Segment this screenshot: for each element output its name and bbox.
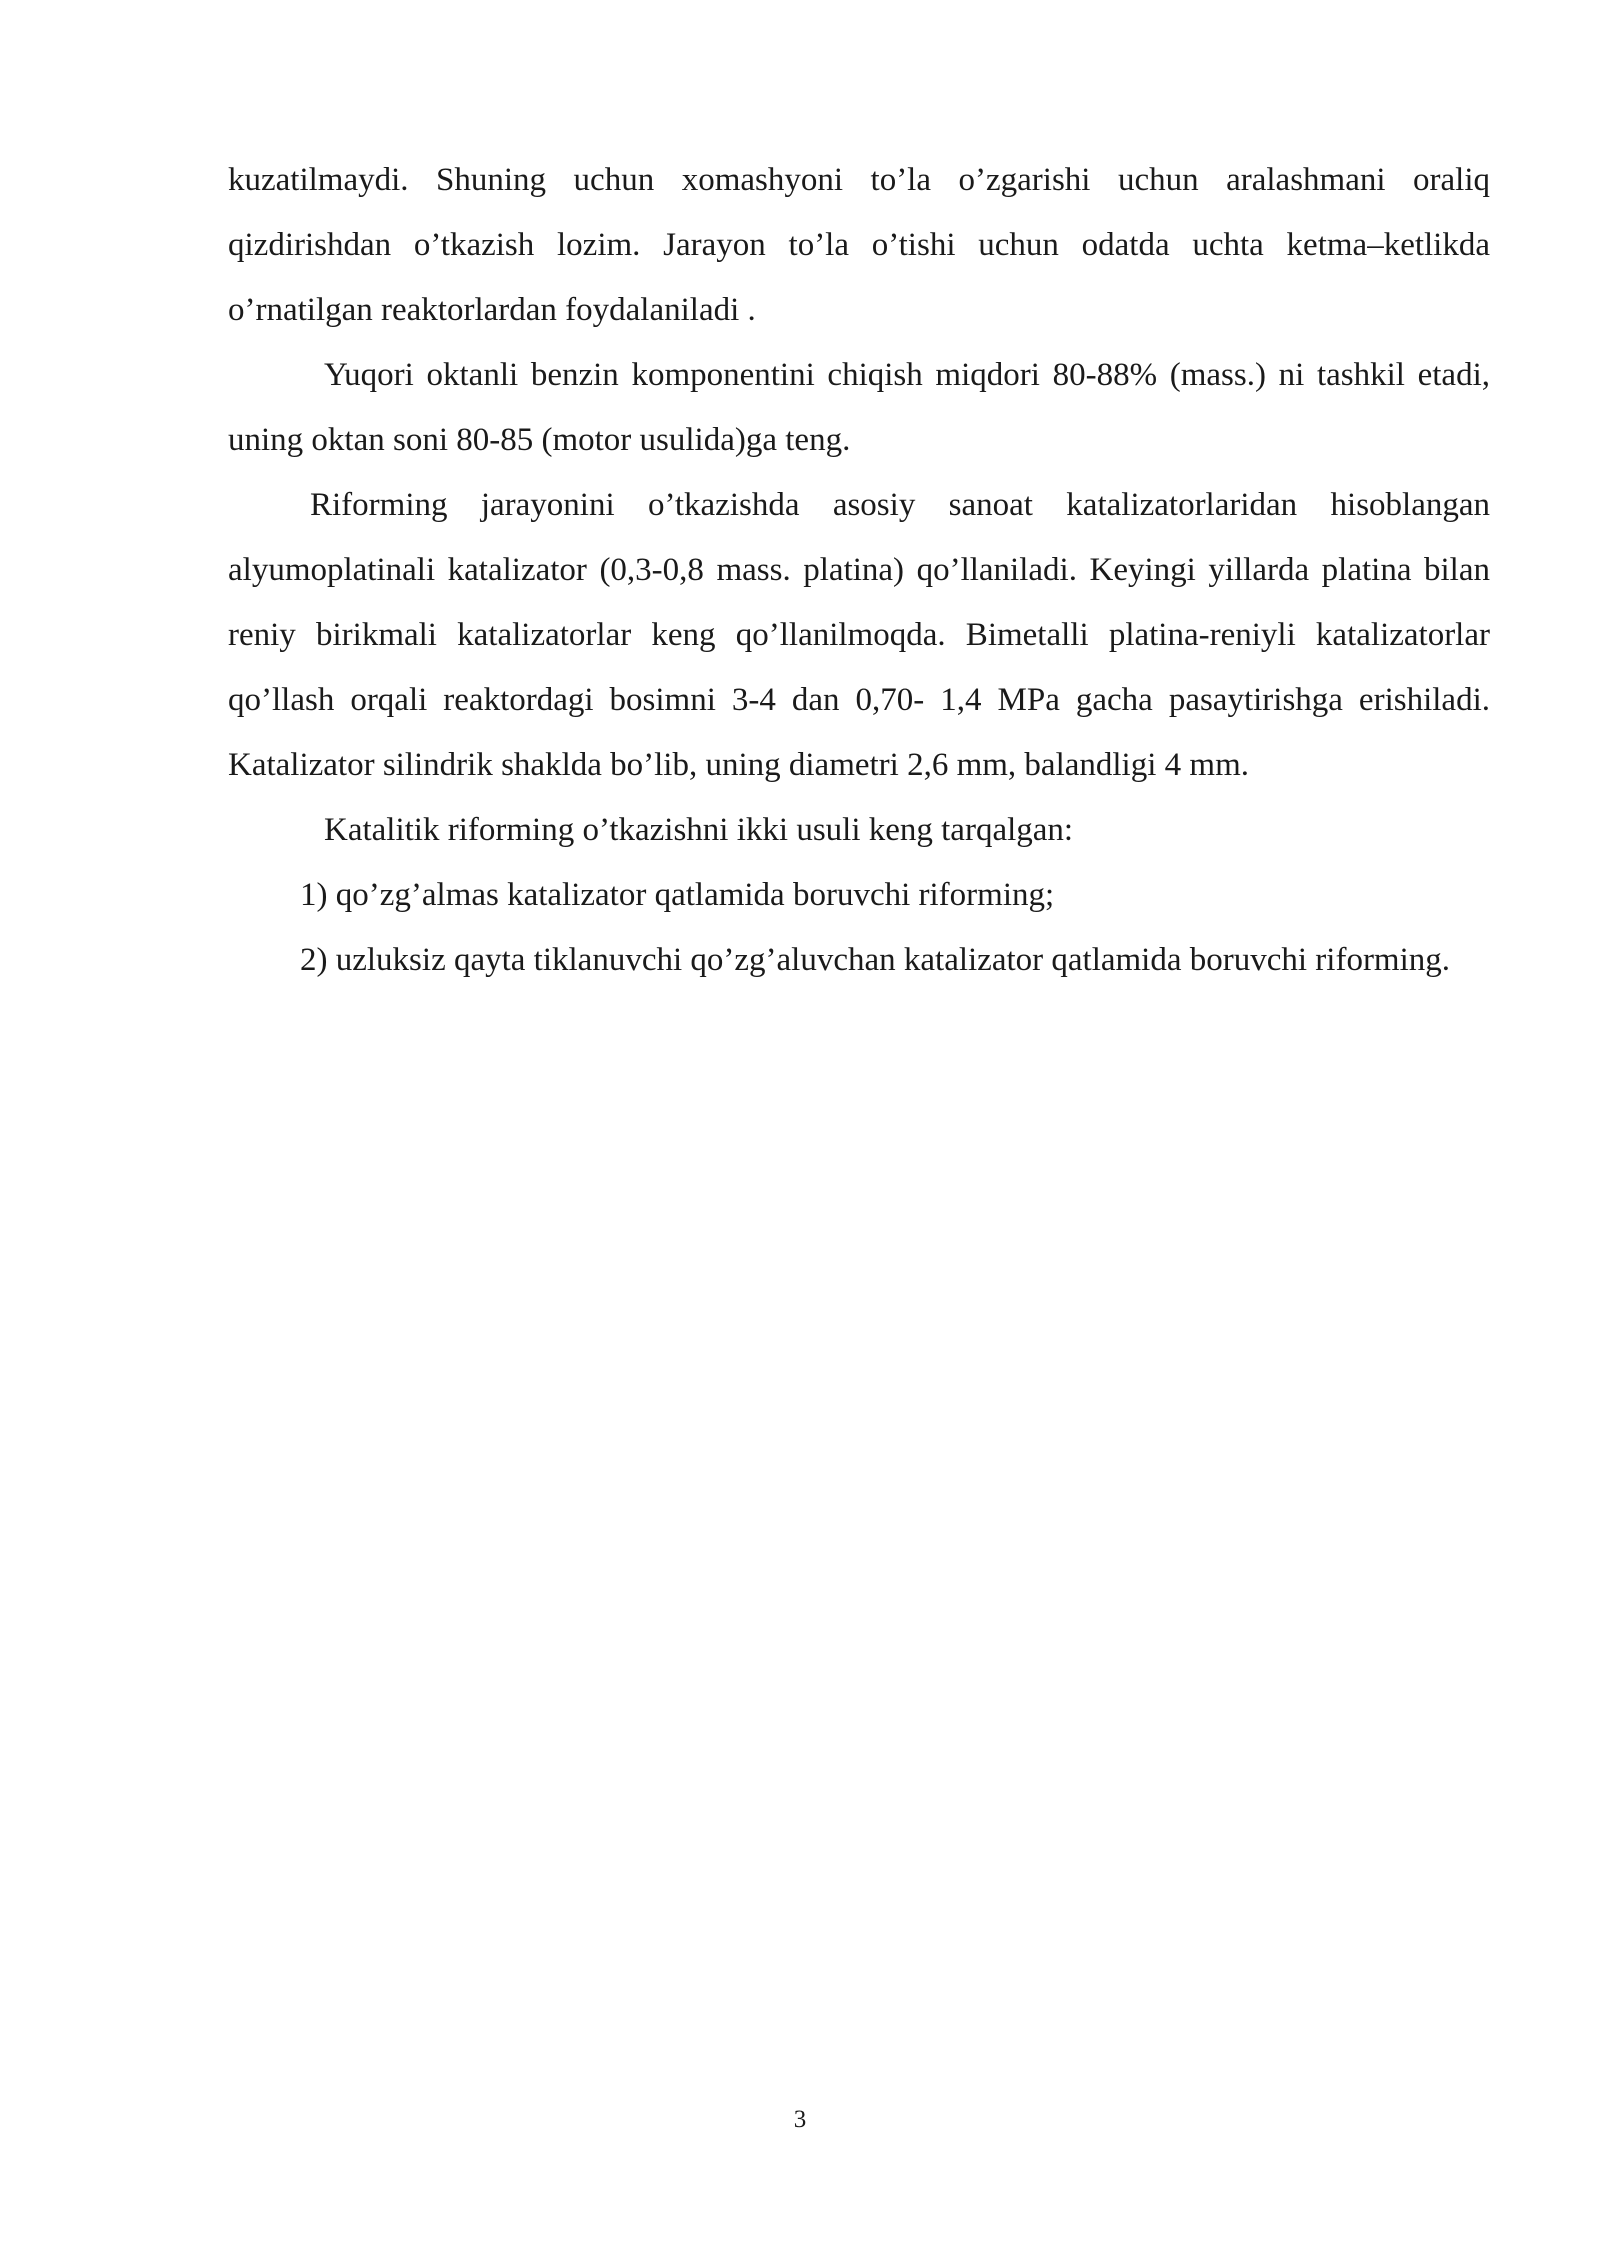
paragraph-methods-intro: Katalitik riforming o’tkazishni ikki usuli keng tarqalgan: (324, 812, 1074, 848)
paragraph-octane-yield: Yuqori oktanli benzin komponentini chiqish miqdori 80-88% (mass.) ni tashkil etadi, uning oktan soni 80-85 (motor usulida)ga teng. (228, 357, 1490, 458)
list-item-fixed-bed: 1) qo’zg’almas katalizator qatlamida boruvchi riforming; (300, 877, 1055, 913)
page-number: 3 (793, 2106, 807, 2133)
paragraph-catalysts: Riforming jarayonini o’tkazishda asosiy sanoat katalizatorlaridan hisoblangan alyumoplatinali katalizator (0,3-0,8 mass. platina) qo’llaniladi. Keyingi yillarda platina bilan reniy birikmali katalizatorlar keng qo’llanilmoqda. Bimetalli platina-reniyli katalizatorlar qo’llash orqali reaktordagi bosimni 3-4 dan 0,70- 1,4 MPa gacha pasaytirishga erishiladi. Katalizator silindrik shaklda bo’lib, uning diametri 2,6 mm, balandligi 4 mm. (228, 487, 1490, 783)
list-item-moving-bed: 2) uzluksiz qayta tiklanuvchi qo’zg’aluvchan katalizator qatlamida boruvchi riforming. (300, 942, 1451, 978)
body-text (228, 148, 1490, 993)
paragraph-continuation: kuzatilmaydi. Shuning uchun xomashyoni to’la o’zgarishi uchun aralashmani oraliq qizdirishdan o’tkazish lozim. Jarayon to’la o’tishi uchun odatda uchta ketma–ketlikda o’rnatilgan reaktorlardan foydalaniladi . (228, 162, 1490, 328)
